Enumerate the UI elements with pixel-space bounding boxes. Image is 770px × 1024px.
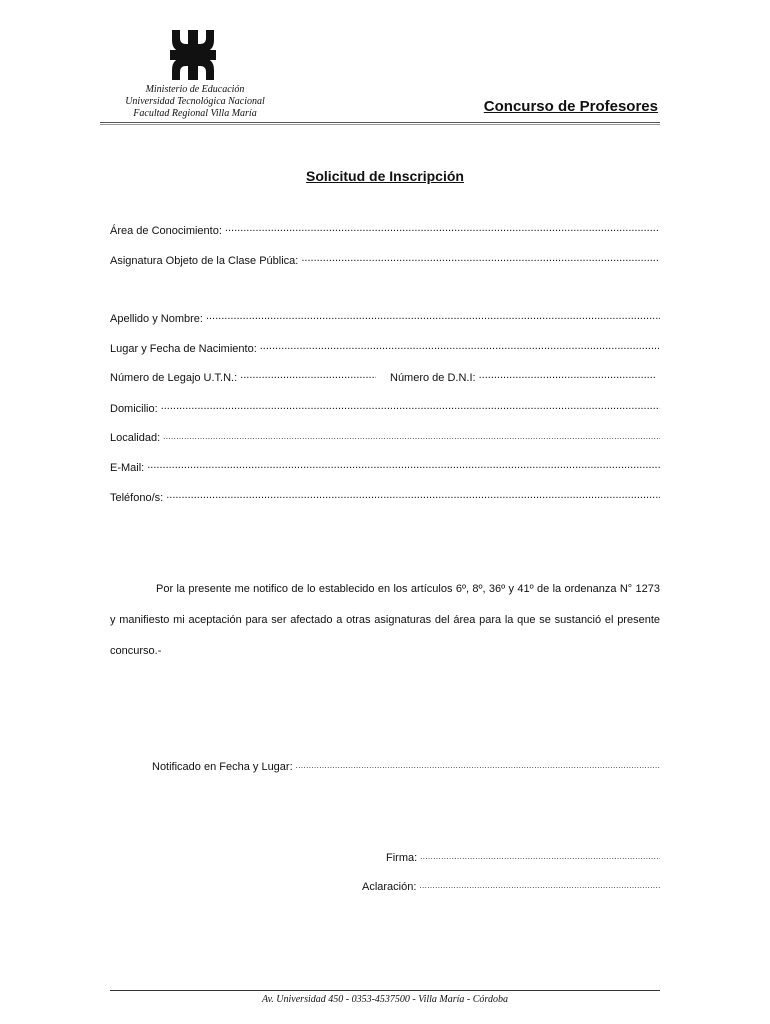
declaration-paragraph: Por la presente me notifico de lo establecido en los artículos 6º, 8º, 36º y 41º de la ordenanza N° 1273 y manifiesto mi aceptación para ser afectado a otras asignaturas del área para la que se sustanció el presente concurso.- (110, 583, 660, 657)
domicilio-field[interactable] (110, 399, 660, 415)
telefono-field[interactable] (110, 488, 660, 504)
clarification-field[interactable] (362, 877, 660, 893)
signature-dotted-line[interactable] (420, 848, 660, 861)
area-label: Área de Conocimiento: (110, 225, 222, 237)
lugar-fecha-dotted-line[interactable] (260, 339, 660, 352)
notified-label: Notificado en Fecha y Lugar: (152, 761, 293, 773)
utn-logo-icon (170, 30, 216, 80)
dni-field[interactable] (390, 368, 656, 384)
ministry-line: Ministerio de Educación (145, 84, 245, 95)
asignatura-field[interactable] (110, 251, 660, 267)
asignatura-label: Asignatura Objeto de la Clase Pública: (110, 255, 299, 267)
domicilio-dotted-line[interactable] (161, 399, 660, 412)
apellido-label: Apellido y Nombre: (110, 313, 203, 325)
legajo-dotted-line[interactable] (240, 368, 376, 381)
lugar-fecha-field[interactable] (110, 339, 660, 355)
lugar-fecha-label: Lugar y Fecha de Nacimiento: (110, 343, 257, 355)
footer-divider (110, 990, 660, 991)
dni-dotted-line[interactable] (479, 368, 656, 381)
localidad-label: Localidad: (110, 432, 161, 444)
header-divider (100, 122, 660, 125)
form-title: Solicitud de Inscripción (306, 168, 464, 184)
apellido-field[interactable] (110, 309, 660, 325)
legajo-label: Número de Legajo U.T.N.: (110, 372, 238, 384)
localidad-field[interactable] (110, 428, 660, 444)
area-dotted-line[interactable] (225, 221, 660, 234)
header-title: Concurso de Profesores (483, 98, 658, 115)
legajo-field[interactable] (110, 368, 376, 384)
domicilio-label: Domicilio: (110, 403, 158, 415)
area-field[interactable] (110, 221, 660, 237)
clarification-dotted-line[interactable] (419, 877, 660, 890)
clarification-label: Aclaración: (362, 881, 417, 893)
email-label: E-Mail: (110, 462, 145, 474)
apellido-dotted-line[interactable] (206, 309, 660, 322)
signature-label: Firma: (386, 852, 418, 864)
dni-label: Número de D.N.I: (390, 372, 476, 384)
notified-field[interactable] (152, 757, 660, 773)
telefono-label: Teléfono/s: (110, 492, 164, 504)
university-line: Universidad Tecnológica Nacional (125, 96, 265, 107)
email-dotted-line[interactable] (147, 458, 660, 471)
faculty-line: Facultad Regional Villa María (133, 108, 257, 119)
institution-block (100, 84, 290, 120)
telefono-dotted-line[interactable] (166, 488, 660, 501)
signature-field[interactable] (386, 848, 660, 864)
email-field[interactable] (110, 458, 660, 474)
footer-address: Av. Universidad 450 - 0353-4537500 - Villa María - Córdoba (262, 994, 508, 1005)
asignatura-dotted-line[interactable] (301, 251, 660, 264)
notified-dotted-line[interactable] (296, 757, 660, 770)
localidad-dotted-line[interactable] (163, 428, 660, 441)
